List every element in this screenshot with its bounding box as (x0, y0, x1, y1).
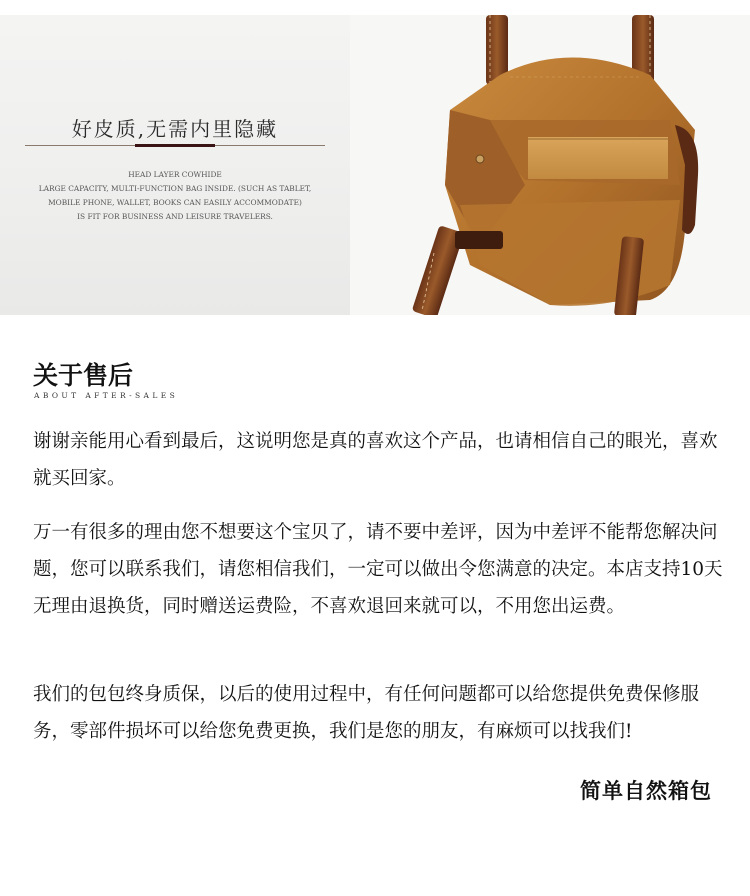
quality-description (25, 168, 325, 224)
desc-line: MOBILE PHONE, WALLET, BOOKS CAN EASILY ACCOMMODATE) (48, 198, 302, 207)
product-photo (350, 15, 750, 315)
desc-line: LARGE CAPACITY, MULTI-FUNCTION BAG INSIDE. (SUCH AS TABLET, (38, 184, 312, 193)
desc-line: HEAD LAYER COWHIDE (128, 170, 222, 179)
product-banner (0, 15, 750, 315)
section-title: 关于售后 (33, 361, 134, 390)
paragraph: 万一有很多的理由您不想要这个宝贝了，请不要中差评，因为中差评不能帮您解决问题，您可以联系我们，请您相信我们，一定可以做出令您满意的决定。本店支持10天无理由退换货，同时赠送运费险，不喜欢退回来就可以，不用您出运费。 (33, 522, 723, 617)
paragraph: 我们的包包终身质保，以后的使用过程中，有任何问题都可以给您提供免费保修服务，零部件损坏可以给您免费更换，我们是您的朋友，有麻烦可以找我们! (33, 684, 700, 742)
leather-bag-image (350, 15, 750, 315)
paragraph: 谢谢亲能用心看到最后，这说明您是真的喜欢这个产品，也请相信自己的眼光，喜欢就买回家。 (33, 431, 718, 489)
section-subtitle: ABOUT AFTER-SALES (34, 391, 179, 400)
desc-line: IS FIT FOR BUSINESS AND LEISURE TRAVELERS. (77, 212, 273, 221)
quality-title: 好皮质,无需内里隐藏 (71, 117, 279, 141)
divider-accent (135, 144, 215, 147)
banner-text-panel (0, 15, 350, 315)
brand-signature: 简单自然箱包 (580, 778, 712, 803)
